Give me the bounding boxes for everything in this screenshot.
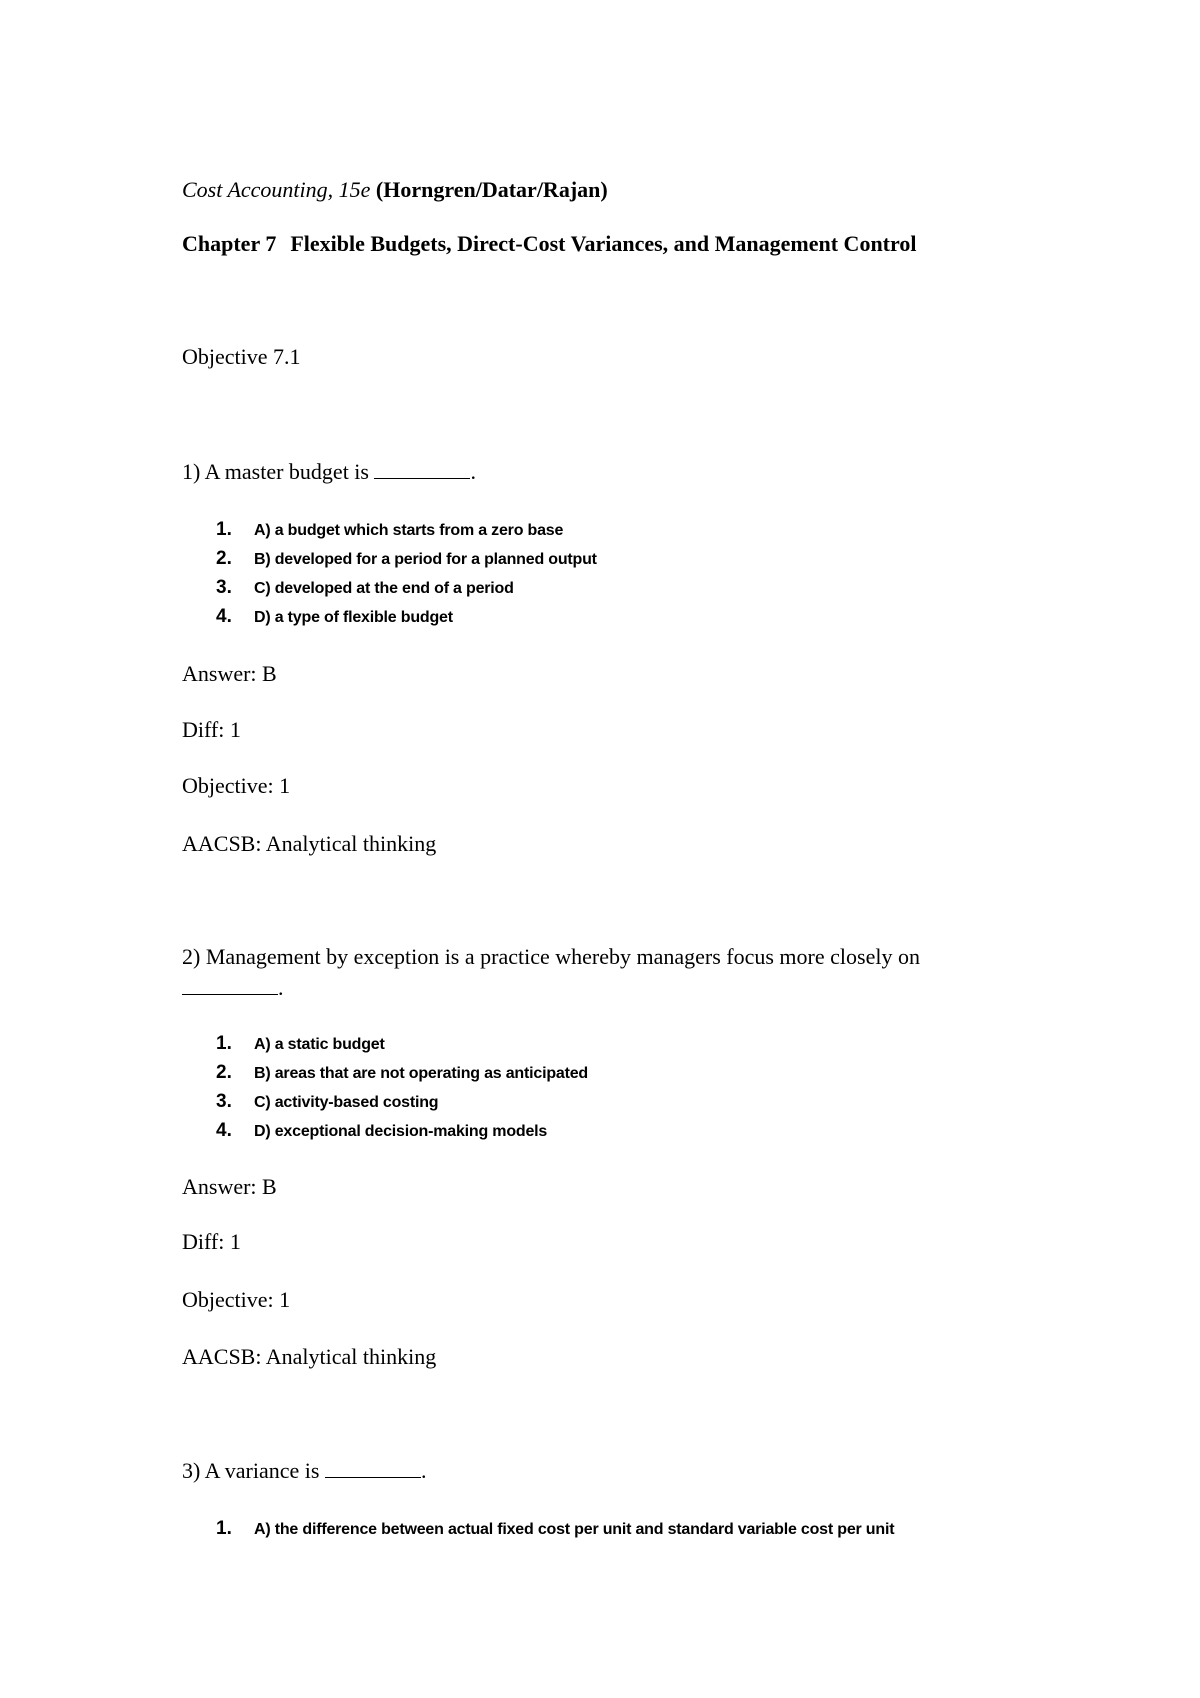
- option-number: 1.: [216, 1518, 232, 1539]
- answer-blank: [374, 460, 470, 479]
- option-text: C) activity-based costing: [254, 1094, 439, 1111]
- question-1-objective: Objective: 1: [182, 773, 291, 798]
- chapter-title-line: [182, 230, 916, 258]
- question-2-aacsb: AACSB: Analytical thinking: [182, 1344, 437, 1369]
- book-title-line: [182, 176, 608, 204]
- book-authors: (Horngren/Datar/Rajan): [375, 177, 608, 202]
- option-text: D) a type of flexible budget: [254, 609, 453, 626]
- question-prompt-end: .: [420, 1458, 427, 1483]
- option-number: 1.: [216, 519, 232, 540]
- option-text: B) developed for a period for a planned output: [254, 551, 597, 568]
- chapter-title: Flexible Budgets, Direct-Cost Variances, and Management Control: [290, 231, 917, 256]
- book-title: Cost Accounting, 15e: [182, 177, 371, 202]
- objective-heading: Objective 7.1: [182, 344, 301, 369]
- option-text: B) areas that are not operating as anticipated: [254, 1065, 588, 1082]
- option-number: 4.: [216, 1120, 232, 1141]
- question-1-answer: Answer: B: [182, 661, 277, 686]
- answer-blank: [325, 1459, 421, 1478]
- option-text: D) exceptional decision-making models: [254, 1123, 548, 1140]
- question-2-answer: Answer: B: [182, 1174, 277, 1199]
- option-text: A) the difference between actual fixed cost per unit and standard variable cost per unit: [254, 1521, 895, 1538]
- question-prompt-text: 3) A variance is: [182, 1458, 320, 1483]
- option-number: 3.: [216, 1091, 232, 1112]
- answer-blank: [182, 976, 278, 995]
- option-number: 1.: [216, 1033, 232, 1054]
- option-number: 2.: [216, 548, 232, 569]
- question-2-prompt-line2: [182, 974, 284, 1002]
- question-2-diff: Diff: 1: [182, 1229, 241, 1254]
- chapter-label: Chapter 7: [182, 231, 277, 256]
- option-number: 2.: [216, 1062, 232, 1083]
- option-number: 4.: [216, 606, 232, 627]
- question-prompt-end: .: [470, 459, 476, 484]
- option-text: A) a budget which starts from a zero base: [254, 522, 564, 539]
- question-3-prompt: [182, 1457, 426, 1485]
- question-prompt-end: .: [278, 975, 284, 1000]
- question-1-diff: Diff: 1: [182, 717, 241, 742]
- question-1-prompt: [182, 458, 476, 486]
- question-2-objective: Objective: 1: [182, 1287, 291, 1312]
- option-text: C) developed at the end of a period: [254, 580, 514, 597]
- option-text: A) a static budget: [254, 1036, 385, 1053]
- question-prompt-text: 1) A master budget is: [182, 459, 369, 484]
- question-1-aacsb: AACSB: Analytical thinking: [182, 831, 437, 856]
- question-2-prompt-line1: 2) Management by exception is a practice whereby managers focus more closely on: [182, 944, 920, 969]
- option-number: 3.: [216, 577, 232, 598]
